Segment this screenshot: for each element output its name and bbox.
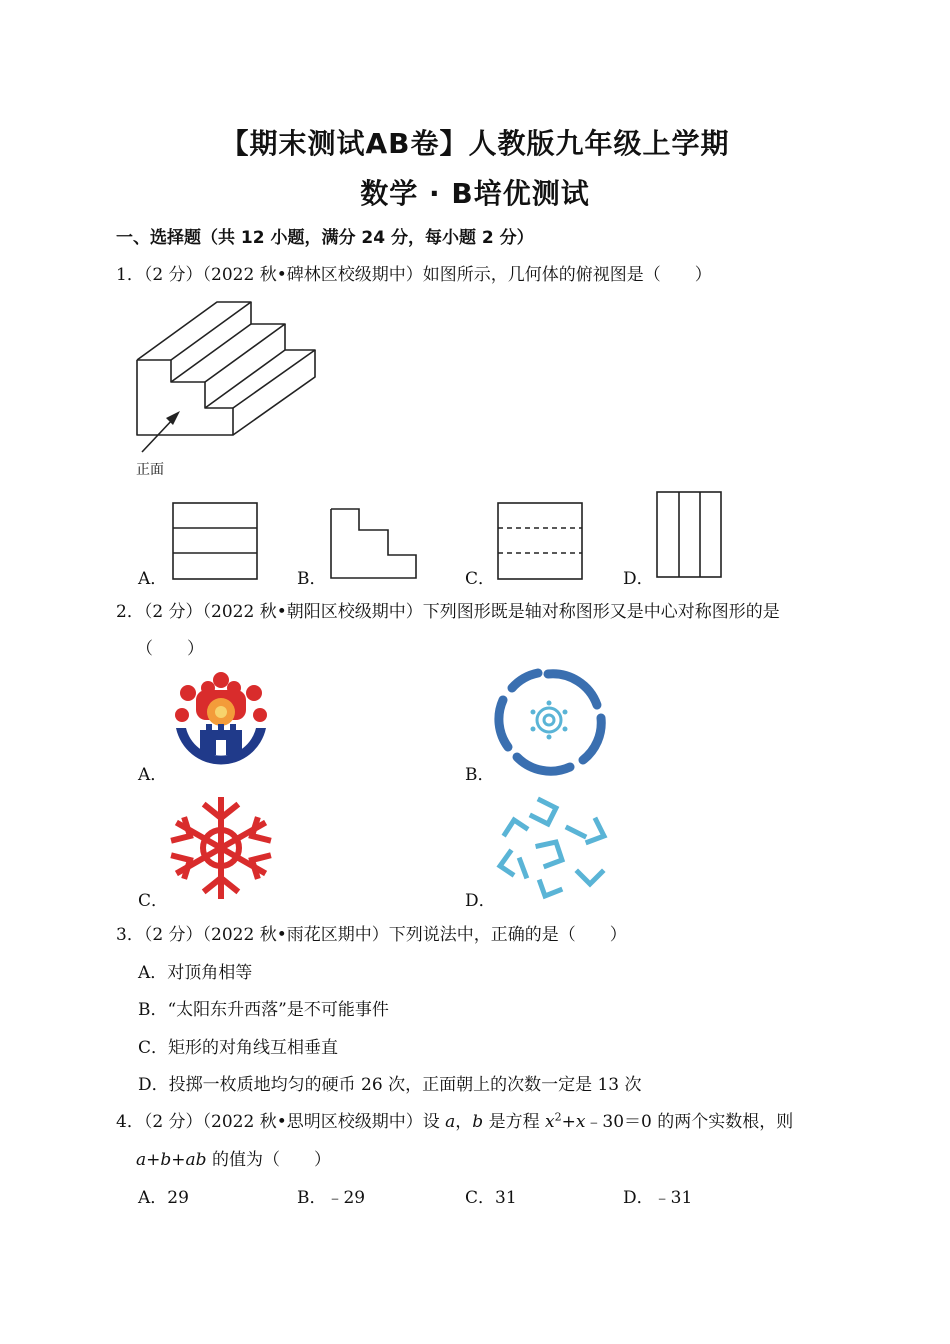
q1-option-b-label[interactable]: B． xyxy=(297,569,327,589)
q1-option-c-label[interactable]: C． xyxy=(465,569,496,589)
q4-option-d[interactable]: D．﹣31 xyxy=(623,1188,693,1208)
question-4-text-line2: a+b+ab 的值为（ ） xyxy=(136,1150,331,1170)
q3-option-d[interactable]: D．投掷一枚质地均匀的硬币 26 次，正面朝上的次数一定是 13 次 xyxy=(138,1075,642,1095)
question-3-text: 3．（2 分）（2022 秋•雨花区期中）下列说法中，正确的是（ ） xyxy=(116,925,627,945)
page-title: 【期末测试AB卷】人教版九年级上学期 xyxy=(220,127,730,160)
q4-option-c[interactable]: C．31 xyxy=(465,1188,517,1208)
question-1-text: 1．（2 分）（2022 秋•碑林区校级期中）如图所示，几何体的俯视图是（ ） xyxy=(116,265,712,285)
q1-option-d-label[interactable]: D． xyxy=(623,569,654,589)
q4-option-b[interactable]: B．﹣29 xyxy=(297,1188,366,1208)
q3-option-a[interactable]: A．对顶角相等 xyxy=(138,963,253,983)
front-label: 正面 xyxy=(136,462,164,478)
q3-option-b[interactable]: B．“太阳东升西落”是不可能事件 xyxy=(138,1000,389,1020)
section-header: 一、选择题（共 12 小题，满分 24 分，每小题 2 分） xyxy=(116,228,534,248)
q3-option-c[interactable]: C．矩形的对角线互相垂直 xyxy=(138,1038,339,1058)
question-2-text: 2．（2 分）（2022 秋•朝阳区校级期中）下列图形既是轴对称图形又是中心对称图形的是 xyxy=(116,602,780,622)
q2-option-b-label[interactable]: B． xyxy=(465,765,495,785)
q4-option-a[interactable]: A．29 xyxy=(138,1188,189,1208)
q2-option-a-label[interactable]: A． xyxy=(138,765,168,785)
q1-option-a-label[interactable]: A． xyxy=(138,569,168,589)
q2-option-d-label[interactable]: D． xyxy=(465,891,496,911)
page-subtitle: 数学 · B培优测试 xyxy=(360,177,590,210)
q2-option-c-label[interactable]: C． xyxy=(138,891,169,911)
question-4-text: 4．（2 分）（2022 秋•思明区校级期中）设 a，b 是方程 $x^2+x﹣30=0$ 的两个实数根，则 xyxy=(116,1110,794,1132)
question-2-paren: （ ） xyxy=(136,639,204,659)
